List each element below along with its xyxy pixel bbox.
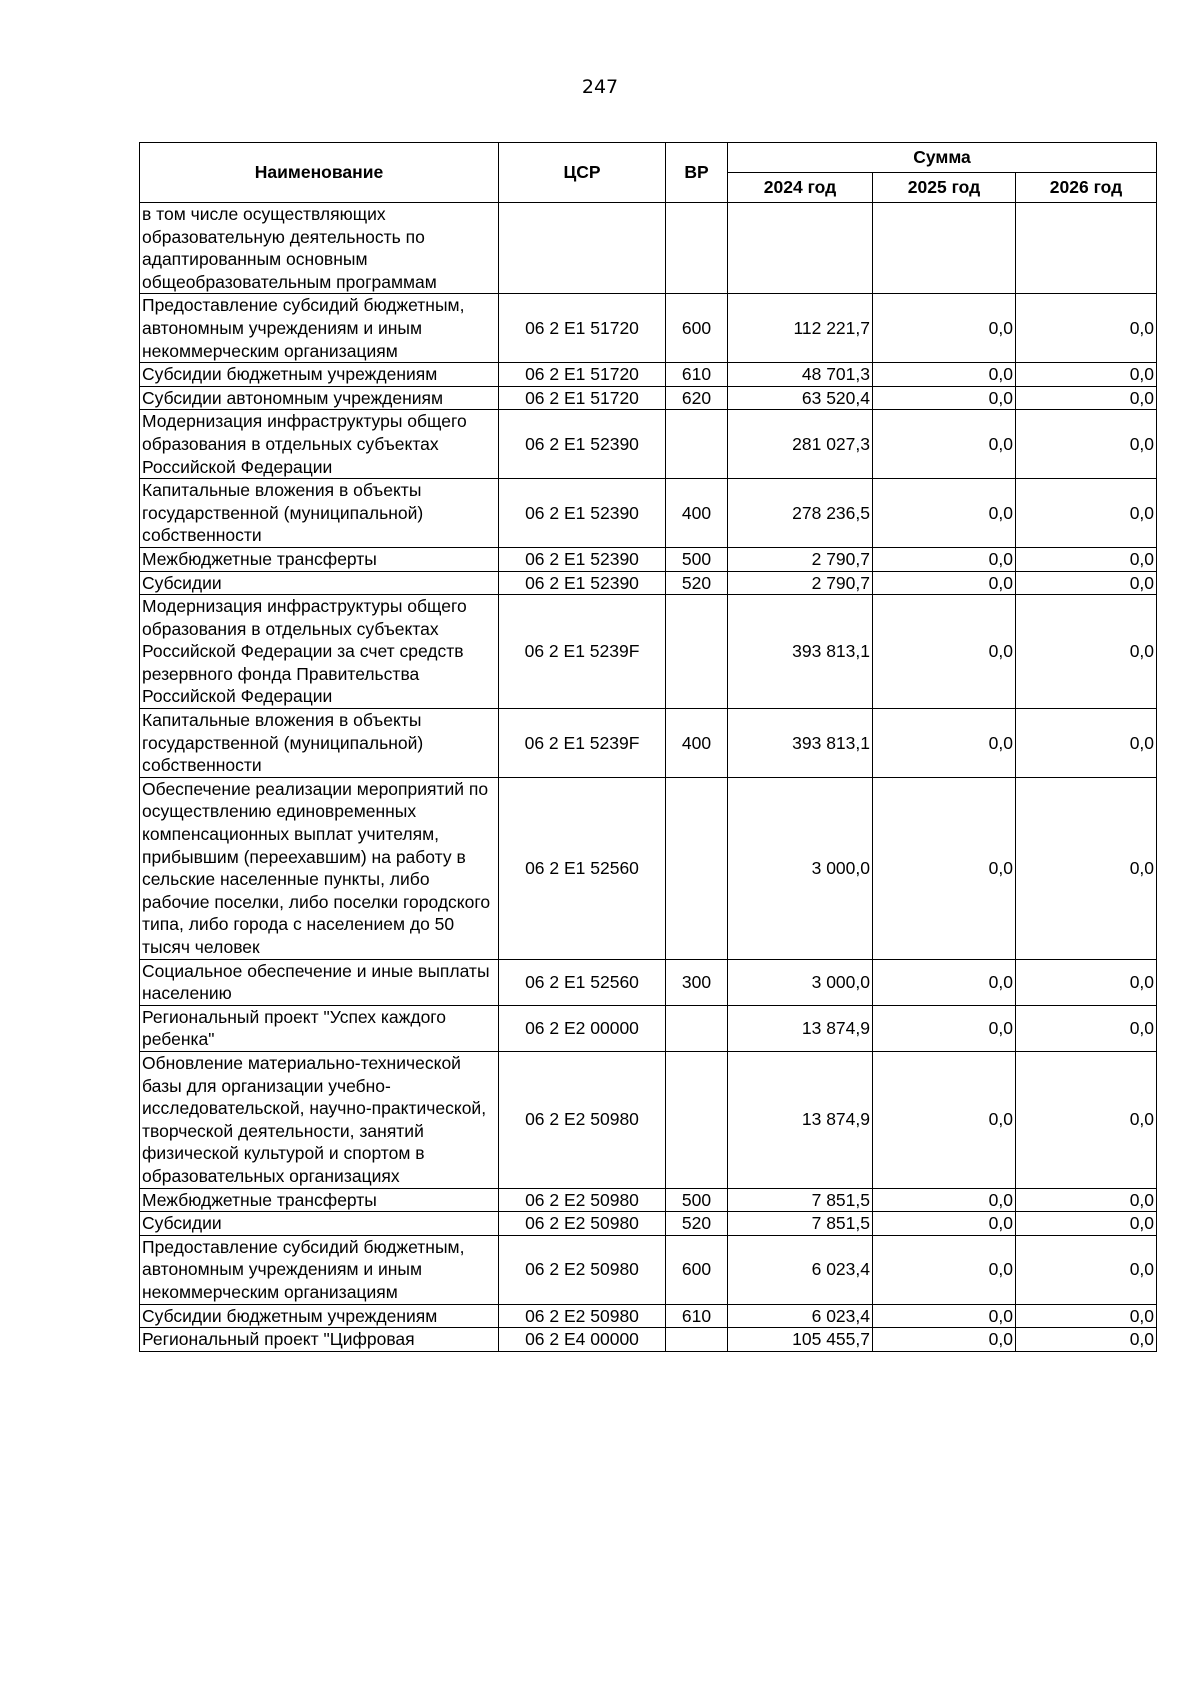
table-row <box>140 1005 1157 1051</box>
row-name-cell: в том числе осуществляющих образовательную деятельность по адаптированным основным общеобразовательным программам <box>140 203 499 294</box>
row-name-cell: Межбюджетные трансферты <box>140 1188 499 1212</box>
row-amount-2024-cell: 105 455,7 <box>728 1328 873 1352</box>
row-amount-2026-cell: 0,0 <box>1016 709 1157 778</box>
row-csr-cell: 06 2 E1 52390 <box>499 410 666 479</box>
row-csr-cell: 06 2 E2 50980 <box>499 1188 666 1212</box>
row-amount-2024-cell: 278 236,5 <box>728 479 873 548</box>
header-year-2024: 2024 год <box>728 173 873 203</box>
row-amount-2026-cell: 0,0 <box>1016 294 1157 363</box>
row-amount-2024-cell: 281 027,3 <box>728 410 873 479</box>
row-amount-2024-cell: 6 023,4 <box>728 1235 873 1304</box>
table-row <box>140 410 1157 479</box>
row-vr-cell <box>666 777 728 959</box>
row-amount-2025-cell: 0,0 <box>873 1304 1016 1328</box>
table-row <box>140 777 1157 959</box>
row-csr-cell: 06 2 E2 50980 <box>499 1304 666 1328</box>
row-amount-2026-cell <box>1016 203 1157 294</box>
row-amount-2024-cell: 393 813,1 <box>728 595 873 709</box>
row-name-cell: Субсидии бюджетным учреждениям <box>140 1304 499 1328</box>
row-vr-cell: 300 <box>666 959 728 1005</box>
row-name-cell: Предоставление субсидий бюджетным, автономным учреждениям и иным некоммерческим организациям <box>140 294 499 363</box>
table-row <box>140 1328 1157 1352</box>
row-amount-2025-cell: 0,0 <box>873 959 1016 1005</box>
table-row <box>140 203 1157 294</box>
row-amount-2024-cell <box>728 203 873 294</box>
row-amount-2024-cell: 112 221,7 <box>728 294 873 363</box>
row-name-cell: Капитальные вложения в объекты государственной (муниципальной) собственности <box>140 479 499 548</box>
header-sum: Сумма <box>728 143 1157 173</box>
row-amount-2026-cell: 0,0 <box>1016 363 1157 387</box>
row-amount-2026-cell: 0,0 <box>1016 571 1157 595</box>
row-vr-cell <box>666 1005 728 1051</box>
row-amount-2026-cell: 0,0 <box>1016 1328 1157 1352</box>
row-vr-cell: 520 <box>666 1212 728 1236</box>
row-vr-cell: 400 <box>666 709 728 778</box>
row-vr-cell: 500 <box>666 547 728 571</box>
row-vr-cell <box>666 410 728 479</box>
row-name-cell: Субсидии <box>140 571 499 595</box>
row-amount-2026-cell: 0,0 <box>1016 410 1157 479</box>
row-csr-cell <box>499 203 666 294</box>
row-amount-2026-cell: 0,0 <box>1016 1212 1157 1236</box>
row-amount-2026-cell: 0,0 <box>1016 386 1157 410</box>
table-row <box>140 1304 1157 1328</box>
row-csr-cell: 06 2 E1 51720 <box>499 363 666 387</box>
row-amount-2026-cell: 0,0 <box>1016 595 1157 709</box>
row-amount-2024-cell: 2 790,7 <box>728 547 873 571</box>
row-vr-cell: 600 <box>666 1235 728 1304</box>
row-csr-cell: 06 2 E1 52390 <box>499 479 666 548</box>
row-amount-2025-cell: 0,0 <box>873 1051 1016 1188</box>
row-name-cell: Субсидии бюджетным учреждениям <box>140 363 499 387</box>
row-amount-2025-cell: 0,0 <box>873 1212 1016 1236</box>
row-amount-2025-cell: 0,0 <box>873 709 1016 778</box>
row-amount-2025-cell: 0,0 <box>873 363 1016 387</box>
row-name-cell: Межбюджетные трансферты <box>140 547 499 571</box>
table-row <box>140 959 1157 1005</box>
table-row <box>140 571 1157 595</box>
row-vr-cell <box>666 595 728 709</box>
row-csr-cell: 06 2 E1 52390 <box>499 547 666 571</box>
table-row <box>140 1051 1157 1188</box>
row-vr-cell: 600 <box>666 294 728 363</box>
header-year-2025: 2025 год <box>873 173 1016 203</box>
header-vr: ВР <box>666 143 728 203</box>
row-name-cell: Субсидии <box>140 1212 499 1236</box>
row-name-cell: Региональный проект "Успех каждого ребенка" <box>140 1005 499 1051</box>
row-amount-2025-cell: 0,0 <box>873 595 1016 709</box>
row-amount-2024-cell: 13 874,9 <box>728 1051 873 1188</box>
table-row <box>140 1212 1157 1236</box>
row-vr-cell <box>666 1051 728 1188</box>
row-amount-2026-cell: 0,0 <box>1016 1005 1157 1051</box>
row-amount-2025-cell <box>873 203 1016 294</box>
row-name-cell: Предоставление субсидий бюджетным, автономным учреждениям и иным некоммерческим организациям <box>140 1235 499 1304</box>
row-name-cell: Социальное обеспечение и иные выплаты населению <box>140 959 499 1005</box>
row-csr-cell: 06 2 E1 52390 <box>499 571 666 595</box>
row-amount-2025-cell: 0,0 <box>873 547 1016 571</box>
row-csr-cell: 06 2 E1 52560 <box>499 777 666 959</box>
row-name-cell: Модернизация инфраструктуры общего образования в отдельных субъектах Российской Федерации за счет средств резервного фонда Правительства Российской Федерации <box>140 595 499 709</box>
row-name-cell: Обеспечение реализации мероприятий по осуществлению единовременных компенсационных выплат учителям, прибывшим (переехавшим) на работу в сельские населенные пункты, либо рабочие поселки, либо поселки городского типа, либо города с населением до 50 тысяч человек <box>140 777 499 959</box>
row-name-cell: Субсидии автономным учреждениям <box>140 386 499 410</box>
row-name-cell: Обновление материально-технической базы для организации учебно-исследовательской, научно-практической, творческой деятельности, занятий физической культурой и спортом в образовательных организациях <box>140 1051 499 1188</box>
row-amount-2026-cell: 0,0 <box>1016 777 1157 959</box>
row-vr-cell: 400 <box>666 479 728 548</box>
row-amount-2024-cell: 393 813,1 <box>728 709 873 778</box>
row-amount-2024-cell: 48 701,3 <box>728 363 873 387</box>
row-amount-2026-cell: 0,0 <box>1016 959 1157 1005</box>
row-name-cell: Модернизация инфраструктуры общего образования в отдельных субъектах Российской Федерации <box>140 410 499 479</box>
row-amount-2026-cell: 0,0 <box>1016 547 1157 571</box>
row-amount-2025-cell: 0,0 <box>873 479 1016 548</box>
table-row <box>140 294 1157 363</box>
table-row <box>140 386 1157 410</box>
row-amount-2026-cell: 0,0 <box>1016 1304 1157 1328</box>
row-amount-2024-cell: 63 520,4 <box>728 386 873 410</box>
row-vr-cell: 520 <box>666 571 728 595</box>
budget-table <box>139 142 1157 1352</box>
header-csr: ЦСР <box>499 143 666 203</box>
row-amount-2026-cell: 0,0 <box>1016 1188 1157 1212</box>
row-amount-2024-cell: 3 000,0 <box>728 959 873 1005</box>
row-amount-2025-cell: 0,0 <box>873 386 1016 410</box>
row-amount-2025-cell: 0,0 <box>873 777 1016 959</box>
page-number: 247 <box>581 76 619 98</box>
row-csr-cell: 06 2 E1 5239F <box>499 595 666 709</box>
row-csr-cell: 06 2 E2 50980 <box>499 1235 666 1304</box>
row-amount-2024-cell: 2 790,7 <box>728 571 873 595</box>
table-row <box>140 547 1157 571</box>
row-amount-2025-cell: 0,0 <box>873 294 1016 363</box>
row-amount-2025-cell: 0,0 <box>873 410 1016 479</box>
row-amount-2024-cell: 7 851,5 <box>728 1188 873 1212</box>
row-amount-2026-cell: 0,0 <box>1016 479 1157 548</box>
table-body <box>140 203 1157 1352</box>
table-row <box>140 595 1157 709</box>
row-csr-cell: 06 2 E2 00000 <box>499 1005 666 1051</box>
row-csr-cell: 06 2 E2 50980 <box>499 1051 666 1188</box>
row-vr-cell <box>666 203 728 294</box>
row-amount-2024-cell: 7 851,5 <box>728 1212 873 1236</box>
table-row <box>140 709 1157 778</box>
row-vr-cell <box>666 1328 728 1352</box>
row-amount-2025-cell: 0,0 <box>873 571 1016 595</box>
row-csr-cell: 06 2 E4 00000 <box>499 1328 666 1352</box>
row-amount-2026-cell: 0,0 <box>1016 1235 1157 1304</box>
row-amount-2025-cell: 0,0 <box>873 1005 1016 1051</box>
table-row <box>140 479 1157 548</box>
row-name-cell: Капитальные вложения в объекты государственной (муниципальной) собственности <box>140 709 499 778</box>
row-csr-cell: 06 2 E1 52560 <box>499 959 666 1005</box>
row-amount-2026-cell: 0,0 <box>1016 1051 1157 1188</box>
table-header <box>140 143 1157 203</box>
row-amount-2024-cell: 3 000,0 <box>728 777 873 959</box>
row-vr-cell: 620 <box>666 386 728 410</box>
table-row <box>140 1188 1157 1212</box>
row-name-cell: Региональный проект "Цифровая <box>140 1328 499 1352</box>
table-row <box>140 363 1157 387</box>
row-amount-2024-cell: 13 874,9 <box>728 1005 873 1051</box>
row-amount-2025-cell: 0,0 <box>873 1188 1016 1212</box>
row-amount-2025-cell: 0,0 <box>873 1328 1016 1352</box>
row-csr-cell: 06 2 E1 51720 <box>499 386 666 410</box>
header-year-2026: 2026 год <box>1016 173 1157 203</box>
row-vr-cell: 500 <box>666 1188 728 1212</box>
table-row <box>140 1235 1157 1304</box>
row-amount-2024-cell: 6 023,4 <box>728 1304 873 1328</box>
row-vr-cell: 610 <box>666 363 728 387</box>
row-amount-2025-cell: 0,0 <box>873 1235 1016 1304</box>
header-name: Наименование <box>140 143 499 203</box>
row-vr-cell: 610 <box>666 1304 728 1328</box>
row-csr-cell: 06 2 E1 5239F <box>499 709 666 778</box>
row-csr-cell: 06 2 E1 51720 <box>499 294 666 363</box>
row-csr-cell: 06 2 E2 50980 <box>499 1212 666 1236</box>
